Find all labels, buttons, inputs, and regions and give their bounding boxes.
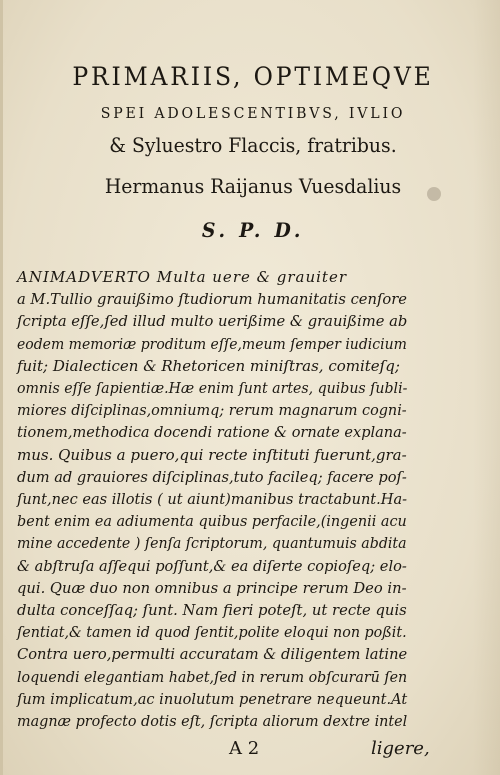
text-line: & abſtruſa aſſequi poſſunt,& ea diſerte copioſeq; elo- [17,556,407,575]
dedication-heading-line-2: SPEI ADOLESCENTIBVS, IVLIO [100,104,406,122]
text-line: ſum implicatum,ac inuolutum penetrare nequeunt.At [17,689,408,708]
letter-body [17,266,407,732]
text-line: Contra uero,permulti accuratam & diligentem latine [17,645,408,664]
text-line: bent enim ea adiumenta quibus perfacile,(ingenii acu [17,512,407,531]
text-line: ſunt,nec eas illotis ( ut aiunt)manibus tractabunt.Ha- [17,490,408,509]
text-line: a M.Tullio grauißimo ſtudiorum humanitatis cenſore [17,290,407,309]
text-line: eodem memoriæ proditum eſſe,meum ſemper iudicium [17,334,407,353]
text-line: magnæ profecto dotis eſt, ſcripta aliorum dextre intel [17,712,408,731]
dedication-heading-line-3: & Syluestro Flaccis, fratribus. [109,133,397,157]
text-line: dum ad grauiores diſciplinas,tuto facileq; facere poſ- [17,467,407,486]
author-name: Hermanus Raijanus Vuesdalius [104,174,402,198]
text-line: tionem,methodica docendi ratione & ornate explana- [17,423,407,442]
text-line: omnis eſſe ſapientiæ.Hæ enim ſunt artes, quibus ſubli- [17,379,408,398]
text-line: ſcripta eſſe,ſed illud multo uerißime & grauißime ab [17,312,408,331]
signature-mark: A 2 [229,738,260,759]
dedication-heading-line-1: PRIMARIIS, OPTIMEQVE [72,62,434,91]
text-line: qui. Quæ duo non omnibus a principe rerum Deo in- [17,578,407,597]
text-line: fuit; Dialecticen & Rhetoricen miniſtras, comiteſq; [17,356,400,375]
text-line: mus. Quibus a puero,qui recte inſtituti fuerunt,gra- [17,445,407,464]
text-line: dulta conceſſaq; ſunt. Nam fieri poteſt, ut recte quis [17,601,407,620]
text-line: loquendi elegantiam habet,ſed in rerum obſcurarū ſen [17,667,408,686]
text-line: ANIMADVERTO Multa uere & grauiter [17,268,347,286]
text-line: miores diſciplinas,omniumq; rerum magnarum cogni- [17,401,407,420]
catchword: ligere, [371,738,430,759]
text-line: ſentiat,& tamen id quod ſentit,polite eloqui non poßit. [17,623,407,642]
salutation: S. P. D. [201,218,305,242]
text-line: mine accedente ) ſenſa ſcriptorum, quantumuis abdita [17,534,407,553]
